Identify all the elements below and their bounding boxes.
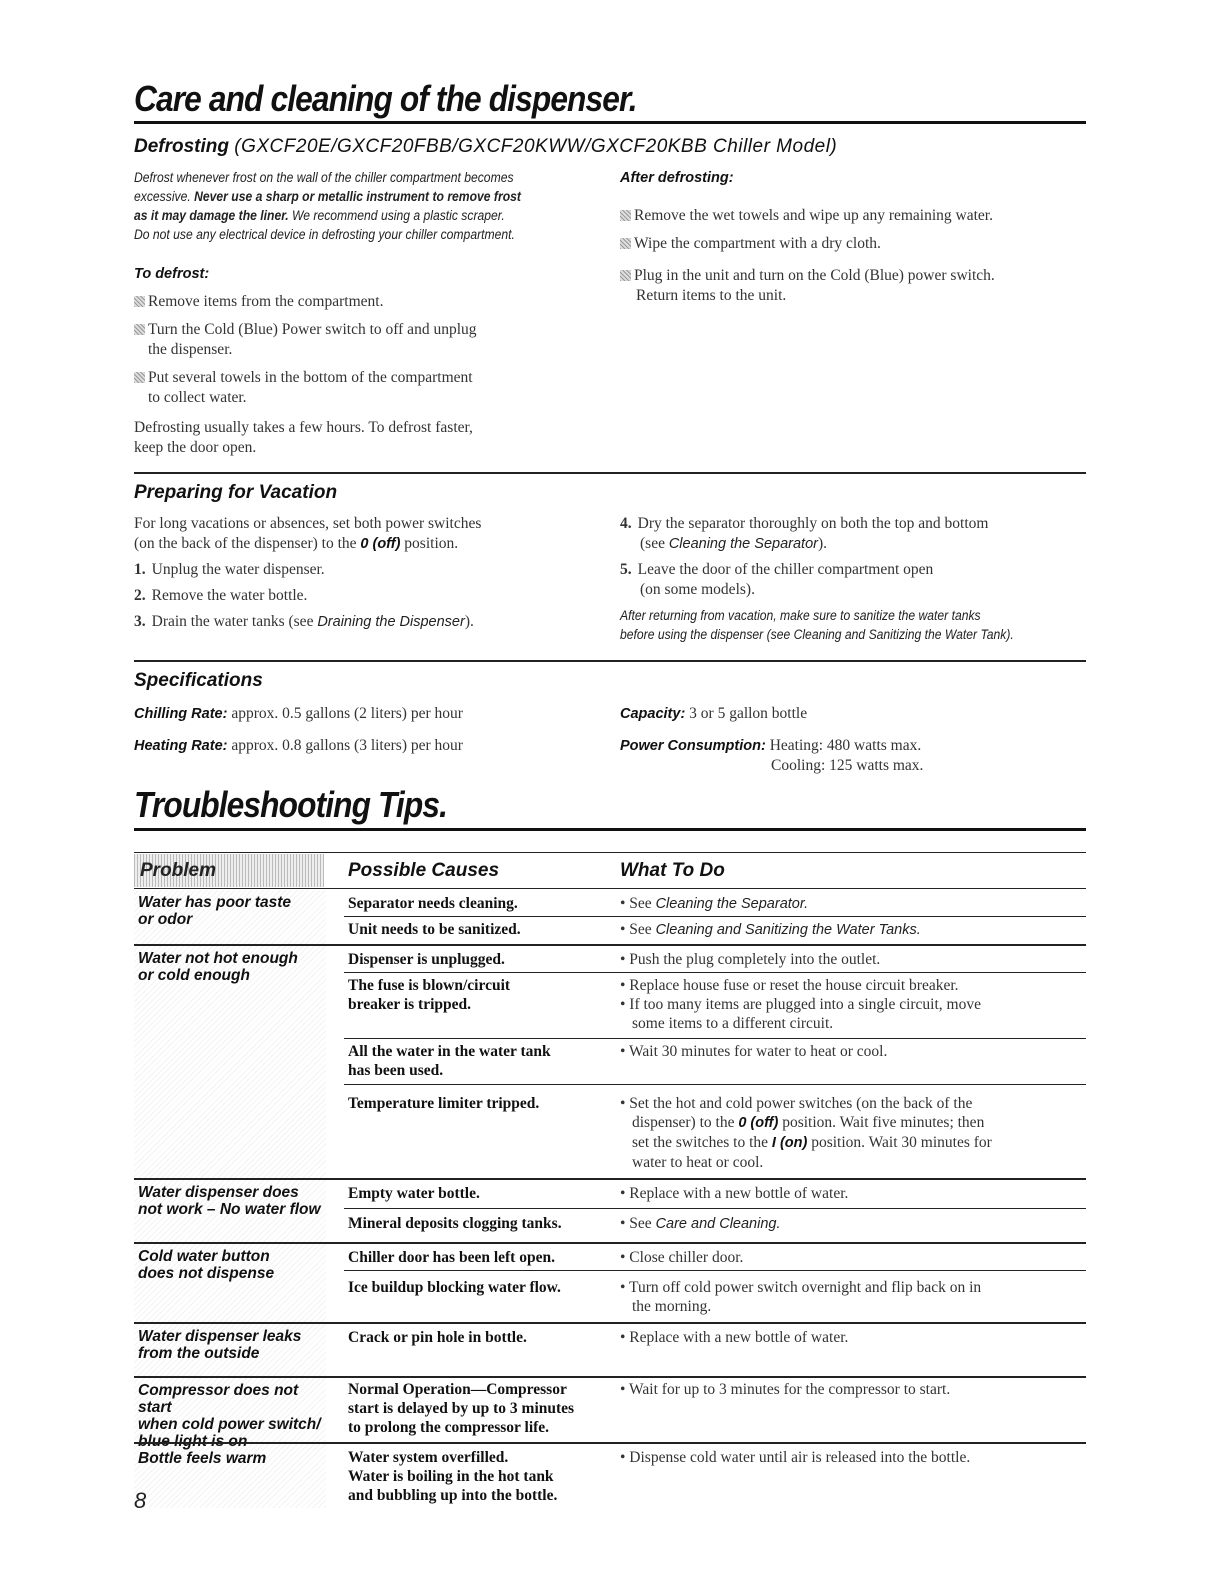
group-rule [134, 1376, 1086, 1378]
problem-poor-taste: Water has poor taste or odor [138, 894, 292, 928]
todo-sanitize: • See Cleaning and Sanitizing the Water Tanks. [620, 921, 921, 938]
todo-mineral: • See Care and Cleaning. [620, 1215, 781, 1232]
cause-sanitize: Unit needs to be sanitized. [348, 921, 521, 938]
vacation-after-note: After returning from vacation, make sure to sanitize the water tanks before using the dispenser (see Cleaning and Sanitizing the Water Tank). [620, 608, 1014, 642]
vacation-item-1: 1. Unplug the water dispenser. [134, 561, 325, 578]
cause-unplugged: Dispenser is unplugged. [348, 951, 505, 968]
todo-fuse: • Replace house fuse or reset the house circuit breaker. • If too many items are plugged into a single circuit, move some items to a different circuit. [620, 977, 981, 1032]
todo-empty-bottle: • Replace with a new bottle of water. [620, 1185, 849, 1202]
vacation-intro-1: For long vacations or absences, set both power switches [134, 515, 482, 532]
col-header-todo: What To Do [620, 860, 725, 881]
problem-compressor: Compressor does not start when cold power switch/ [138, 1382, 321, 1433]
vacation-heading: Preparing for Vacation [134, 482, 338, 503]
problem-leaks: Water dispenser leaks from the outside [138, 1328, 302, 1362]
problem-cold-button: Cold water button does not dispense [138, 1248, 275, 1282]
table-header-rule [134, 888, 1086, 889]
after-defrost-label: After defrosting: [620, 170, 734, 186]
page-title-troubleshooting: Troubleshooting Tips. [134, 784, 447, 825]
cause-crack: Crack or pin hole in bottle. [348, 1329, 527, 1346]
cause-normal-operation: Normal Operation—Compressor start is delayed by up to 3 minutes to prolong the compressor life. [348, 1381, 575, 1436]
col-header-problem: Problem [134, 854, 324, 887]
bullet-icon [134, 296, 145, 307]
vacation-item-4-cont: (see Cleaning the Separator). [640, 535, 828, 552]
group-rule [134, 944, 1086, 946]
to-defrost-label: To defrost: [134, 266, 210, 282]
bullet-icon [134, 372, 145, 383]
after-step-3: Plug in the unit and turn on the Cold (Blue) power switch. [620, 266, 995, 286]
defrost-step-3: Put several towels in the bottom of the compartment [134, 368, 473, 388]
group-rule [134, 1322, 1086, 1324]
todo-separator: • See Cleaning the Separator. [620, 895, 809, 912]
todo-temp-limiter: • Set the hot and cold power switches (on the back of the dispenser) to the 0 (off) position. Wait five minutes; then set the switches to the I (on) position. Wait 30 minutes for water to heat or cool. [620, 1095, 992, 1171]
vacation-item-4: 4. Dry the separator thoroughly on both the top and bottom [620, 515, 989, 532]
row-rule [344, 972, 1086, 973]
defrost-step-2: Turn the Cold (Blue) Power switch to off and unplug [134, 320, 477, 340]
title-rule [134, 828, 1086, 831]
defrost-step-1: Remove items from the compartment. [134, 292, 383, 312]
cause-water-used: All the water in the water tank has been used. [348, 1043, 551, 1079]
vacation-item-3: 3. Drain the water tanks (see Draining the Dispenser). [134, 613, 474, 630]
spec-power: Power Consumption: Heating: 480 watts max. [620, 737, 922, 754]
cause-empty-bottle: Empty water bottle. [348, 1185, 480, 1202]
bullet-icon [620, 210, 631, 221]
defrost-note-2: keep the door open. [134, 439, 257, 456]
spec-power-cooling: Cooling: 125 watts max. [771, 757, 924, 774]
spec-chilling-rate: Chilling Rate: approx. 0.5 gallons (2 liters) per hour [134, 705, 463, 722]
cause-ice-buildup: Ice buildup blocking water flow. [348, 1279, 561, 1296]
col-header-causes: Possible Causes [348, 860, 500, 881]
problem-no-flow: Water dispenser does not work – No water flow [138, 1184, 321, 1218]
cause-overfilled: Water system overfilled. Water is boiling in the hot tank and bubbling up into the bottle. [348, 1449, 558, 1504]
bullet-icon [134, 324, 145, 335]
defrost-step-2-cont: the dispenser. [148, 341, 233, 358]
todo-unplugged: • Push the plug completely into the outlet. [620, 951, 881, 968]
title-rule [134, 121, 1086, 124]
row-rule [344, 1208, 1086, 1209]
row-rule [344, 1084, 1086, 1085]
cause-separator: Separator needs cleaning. [348, 895, 518, 912]
vacation-item-5: 5. Leave the door of the chiller compartment open [620, 561, 934, 578]
row-rule [344, 1038, 1086, 1039]
cause-door-open: Chiller door has been left open. [348, 1249, 555, 1266]
todo-crack: • Replace with a new bottle of water. [620, 1329, 849, 1346]
cause-mineral: Mineral deposits clogging tanks. [348, 1215, 562, 1232]
todo-ice-buildup: • Turn off cold power switch overnight and flip back on in the morning. [620, 1279, 982, 1315]
spec-heating-rate: Heating Rate: approx. 0.8 gallons (3 liters) per hour [134, 737, 463, 754]
problem-not-hot-cold: Water not hot enough or cold enough [138, 950, 298, 984]
problem-bottle-warm: Bottle feels warm [138, 1450, 267, 1467]
defrost-heading: Defrosting (GXCF20E/GXCF20FBB/GXCF20KWW/GXCF20KBB Chiller Model) [134, 136, 838, 157]
defrost-step-3-cont: to collect water. [148, 389, 247, 406]
todo-overfilled: • Dispense cold water until air is released into the bottle. [620, 1449, 971, 1466]
after-step-2: Wipe the compartment with a dry cloth. [620, 234, 881, 254]
vacation-item-2: 2. Remove the water bottle. [134, 587, 308, 604]
bullet-icon [620, 270, 631, 281]
row-rule [344, 1270, 1086, 1271]
section-divider [134, 660, 1086, 662]
page-number: 8 [134, 1488, 147, 1513]
vacation-item-5-cont: (on some models). [640, 581, 755, 598]
todo-water-used: • Wait 30 minutes for water to heat or cool. [620, 1043, 888, 1060]
bullet-icon [620, 238, 631, 249]
page-title-care: Care and cleaning of the dispenser. [134, 78, 637, 119]
todo-compressor: • Wait for up to 3 minutes for the compressor to start. [620, 1381, 951, 1398]
section-divider [134, 472, 1086, 474]
defrost-warning: Defrost whenever frost on the wall of the chiller compartment becomes excessive. Never use a sharp or metallic instrument to remove frost as it may damage the liner. We recommend using a plastic scraper. Do not use any electrical device in defrosting your chiller compartment. [134, 170, 521, 242]
cause-temp-limiter: Temperature limiter tripped. [348, 1095, 540, 1112]
after-step-1: Remove the wet towels and wipe up any remaining water. [620, 206, 993, 226]
group-rule [134, 1242, 1086, 1244]
group-rule [134, 1178, 1086, 1180]
specs-heading: Specifications [134, 670, 263, 691]
group-rule [134, 1442, 1086, 1444]
defrost-note-1: Defrosting usually takes a few hours. To defrost faster, [134, 419, 473, 436]
after-step-3-cont: Return items to the unit. [636, 287, 787, 304]
vacation-intro-2: (on the back of the dispenser) to the 0 (off) position. [134, 535, 459, 552]
cause-fuse: The fuse is blown/circuit breaker is tripped. [348, 977, 511, 1013]
table-top-rule [134, 852, 1086, 853]
row-rule [344, 916, 1086, 917]
todo-door-open: • Close chiller door. [620, 1249, 744, 1266]
spec-capacity: Capacity: 3 or 5 gallon bottle [620, 705, 808, 722]
